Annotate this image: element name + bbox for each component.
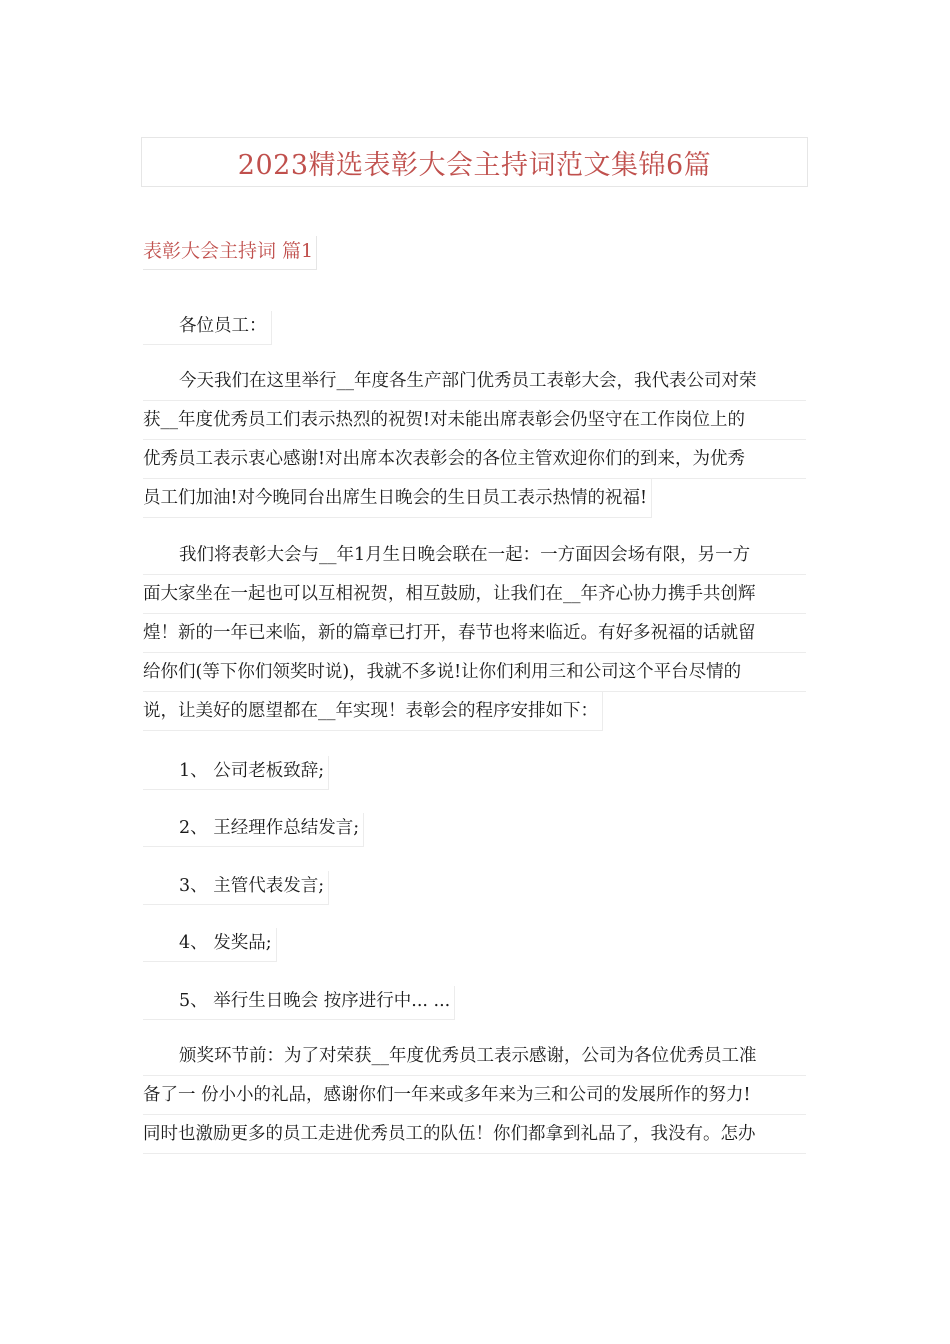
- paragraph-line: 我们将表彰大会与__年1月生日晚会联在一起：一方面因会场有限，另一方: [143, 536, 806, 575]
- document-title: 2023精选表彰大会主持词范文集锦6篇: [237, 149, 712, 181]
- paragraph-line: 说，让美好的愿望都在__年实现！表彰会的程序安排如下：: [143, 692, 603, 731]
- paragraph-3: [143, 1037, 806, 1154]
- greeting: 各位员工：: [143, 311, 272, 345]
- paragraph-line: 获__年度优秀员工们表示热烈的祝贺!对未能出席表彰会仍坚守在工作岗位上的: [143, 401, 806, 440]
- paragraph-line: 同时也激励更多的员工走进优秀员工的队伍！你们都拿到礼品了，我没有。怎办: [143, 1115, 806, 1154]
- paragraph-line: 优秀员工表示衷心感谢!对出席本次表彰会的各位主管欢迎你们的到来，为优秀: [143, 440, 806, 479]
- paragraph-1: [143, 362, 806, 533]
- paragraph-line: 煌！新的一年已来临，新的篇章已打开，春节也将来临近。有好多祝福的话就留: [143, 614, 806, 653]
- agenda-item-2: 2、 王经理作总结发言;: [143, 813, 364, 847]
- section-heading: 表彰大会主持词 篇1: [143, 236, 317, 270]
- paragraph-2: [143, 536, 806, 746]
- agenda-item-3: 3、 主管代表发言;: [143, 871, 329, 905]
- paragraph-line: 备了一 份小小的礼品，感谢你们一年来或多年来为三和公司的发展所作的努力!: [143, 1076, 806, 1115]
- title-box: [141, 137, 808, 187]
- paragraph-line: 颁奖环节前：为了对荣获__年度优秀员工表示感谢，公司为各位优秀员工准: [143, 1037, 806, 1076]
- paragraph-line: 员工们加油!对今晚同台出席生日晚会的生日员工表示热情的祝福!: [143, 479, 652, 518]
- agenda-item-4: 4、 发奖品;: [143, 928, 277, 962]
- paragraph-line: 给你们(等下你们领奖时说)，我就不多说!让你们利用三和公司这个平台尽情的: [143, 653, 806, 692]
- agenda-item-5: 5、 举行生日晚会 按序进行中... ...: [143, 986, 455, 1020]
- agenda-item-1: 1、 公司老板致辞;: [143, 756, 329, 790]
- paragraph-line: 面大家坐在一起也可以互相祝贺，相互鼓励，让我们在__年齐心协力携手共创辉: [143, 575, 806, 614]
- paragraph-line: 今天我们在这里举行__年度各生产部门优秀员工表彰大会，我代表公司对荣: [143, 362, 806, 401]
